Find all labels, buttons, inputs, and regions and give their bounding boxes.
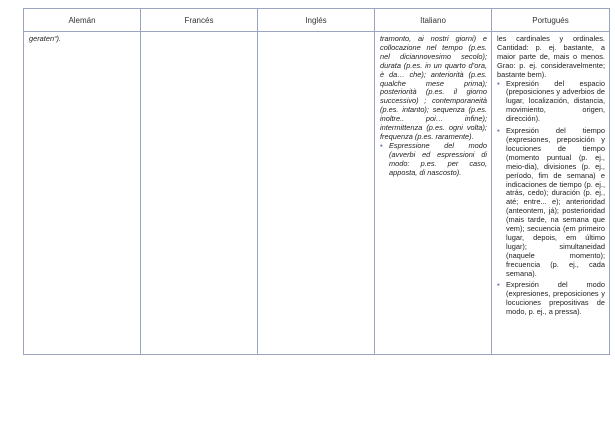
list-item-text: Expresión del tiempo (expresiones, preposición y locuciones de tiempo (momento puntual (p. ej., meio-dia), divisiones (p. ej., período, fim de semana) e indicaciones de tiempo (p. ej., atrás, cedo); duración (p. ej., até; entre... e); anterioridad (anteontem, já); posterioridad (mais tarde, na semana que vem); secuencia (em primeiro lugar, depois, em último lugar); simultaneidad (naquele momento); frecuencia (p. ej., cada semana). xyxy=(506,126,605,278)
header-ingles: Inglés xyxy=(258,9,375,32)
header-aleman: Alemán xyxy=(24,9,141,32)
curriculum-table xyxy=(23,8,610,355)
list-item-text: Expresión del espacio (preposiciones y adverbios de lugar, localización, distancia, movimiento, origen, dirección). xyxy=(506,78,605,124)
square-bullet-icon: ▪ xyxy=(497,126,500,136)
list-item-text: Expresión del modo (expresiones, preposiciones y locuciones prepositivas de modo, p. ej., a pressa). xyxy=(506,280,605,317)
header-frances: Francés xyxy=(141,9,258,32)
cell-ingles xyxy=(258,32,375,355)
cell-portugues xyxy=(492,32,610,355)
aleman-text: geraten“). xyxy=(29,34,62,43)
list-item-text: Espressione del modo (avverbi ed espressioni di modo: p.es. per caso, apposta, di nascosto). xyxy=(389,140,487,177)
list-item xyxy=(497,127,605,278)
italiano-top-text: tramonto, ai nostri giorni) e collocazione nel tempo (p.es. nel diciannovesimo secolo); durata (p.es. in un quarto d’ora, è da… che); anteriorità (p.es. qualche mese prima); posteriorità (p.es. il giorno successivo) ; contemporaneità (p.es. intanto); sequenza (p.es. inoltre.. poi… infine); intermittenza (p.es. ogni volta); frequenza (p.es. raramente). xyxy=(380,34,487,141)
header-italiano: Italiano xyxy=(375,9,492,32)
square-bullet-icon: ▪ xyxy=(497,78,500,88)
portugues-top-text: les cardinales y ordinales. Cantidad: p. ej. bastante, a maior parte de, mais o menos. Grao: p. ej. consideravelmente; bastante bem). xyxy=(497,34,605,79)
italiano-list xyxy=(380,142,487,178)
content-row xyxy=(24,32,610,355)
cell-italiano xyxy=(375,32,492,355)
list-item xyxy=(497,281,605,317)
header-portugues: Portugués xyxy=(492,9,610,32)
list-item xyxy=(497,80,605,125)
list-item xyxy=(380,142,487,178)
cell-aleman xyxy=(24,32,141,355)
square-bullet-icon: ▪ xyxy=(380,140,383,150)
header-row xyxy=(24,9,610,32)
square-bullet-icon: ▪ xyxy=(497,280,500,290)
cell-frances xyxy=(141,32,258,355)
portugues-list xyxy=(497,80,605,318)
